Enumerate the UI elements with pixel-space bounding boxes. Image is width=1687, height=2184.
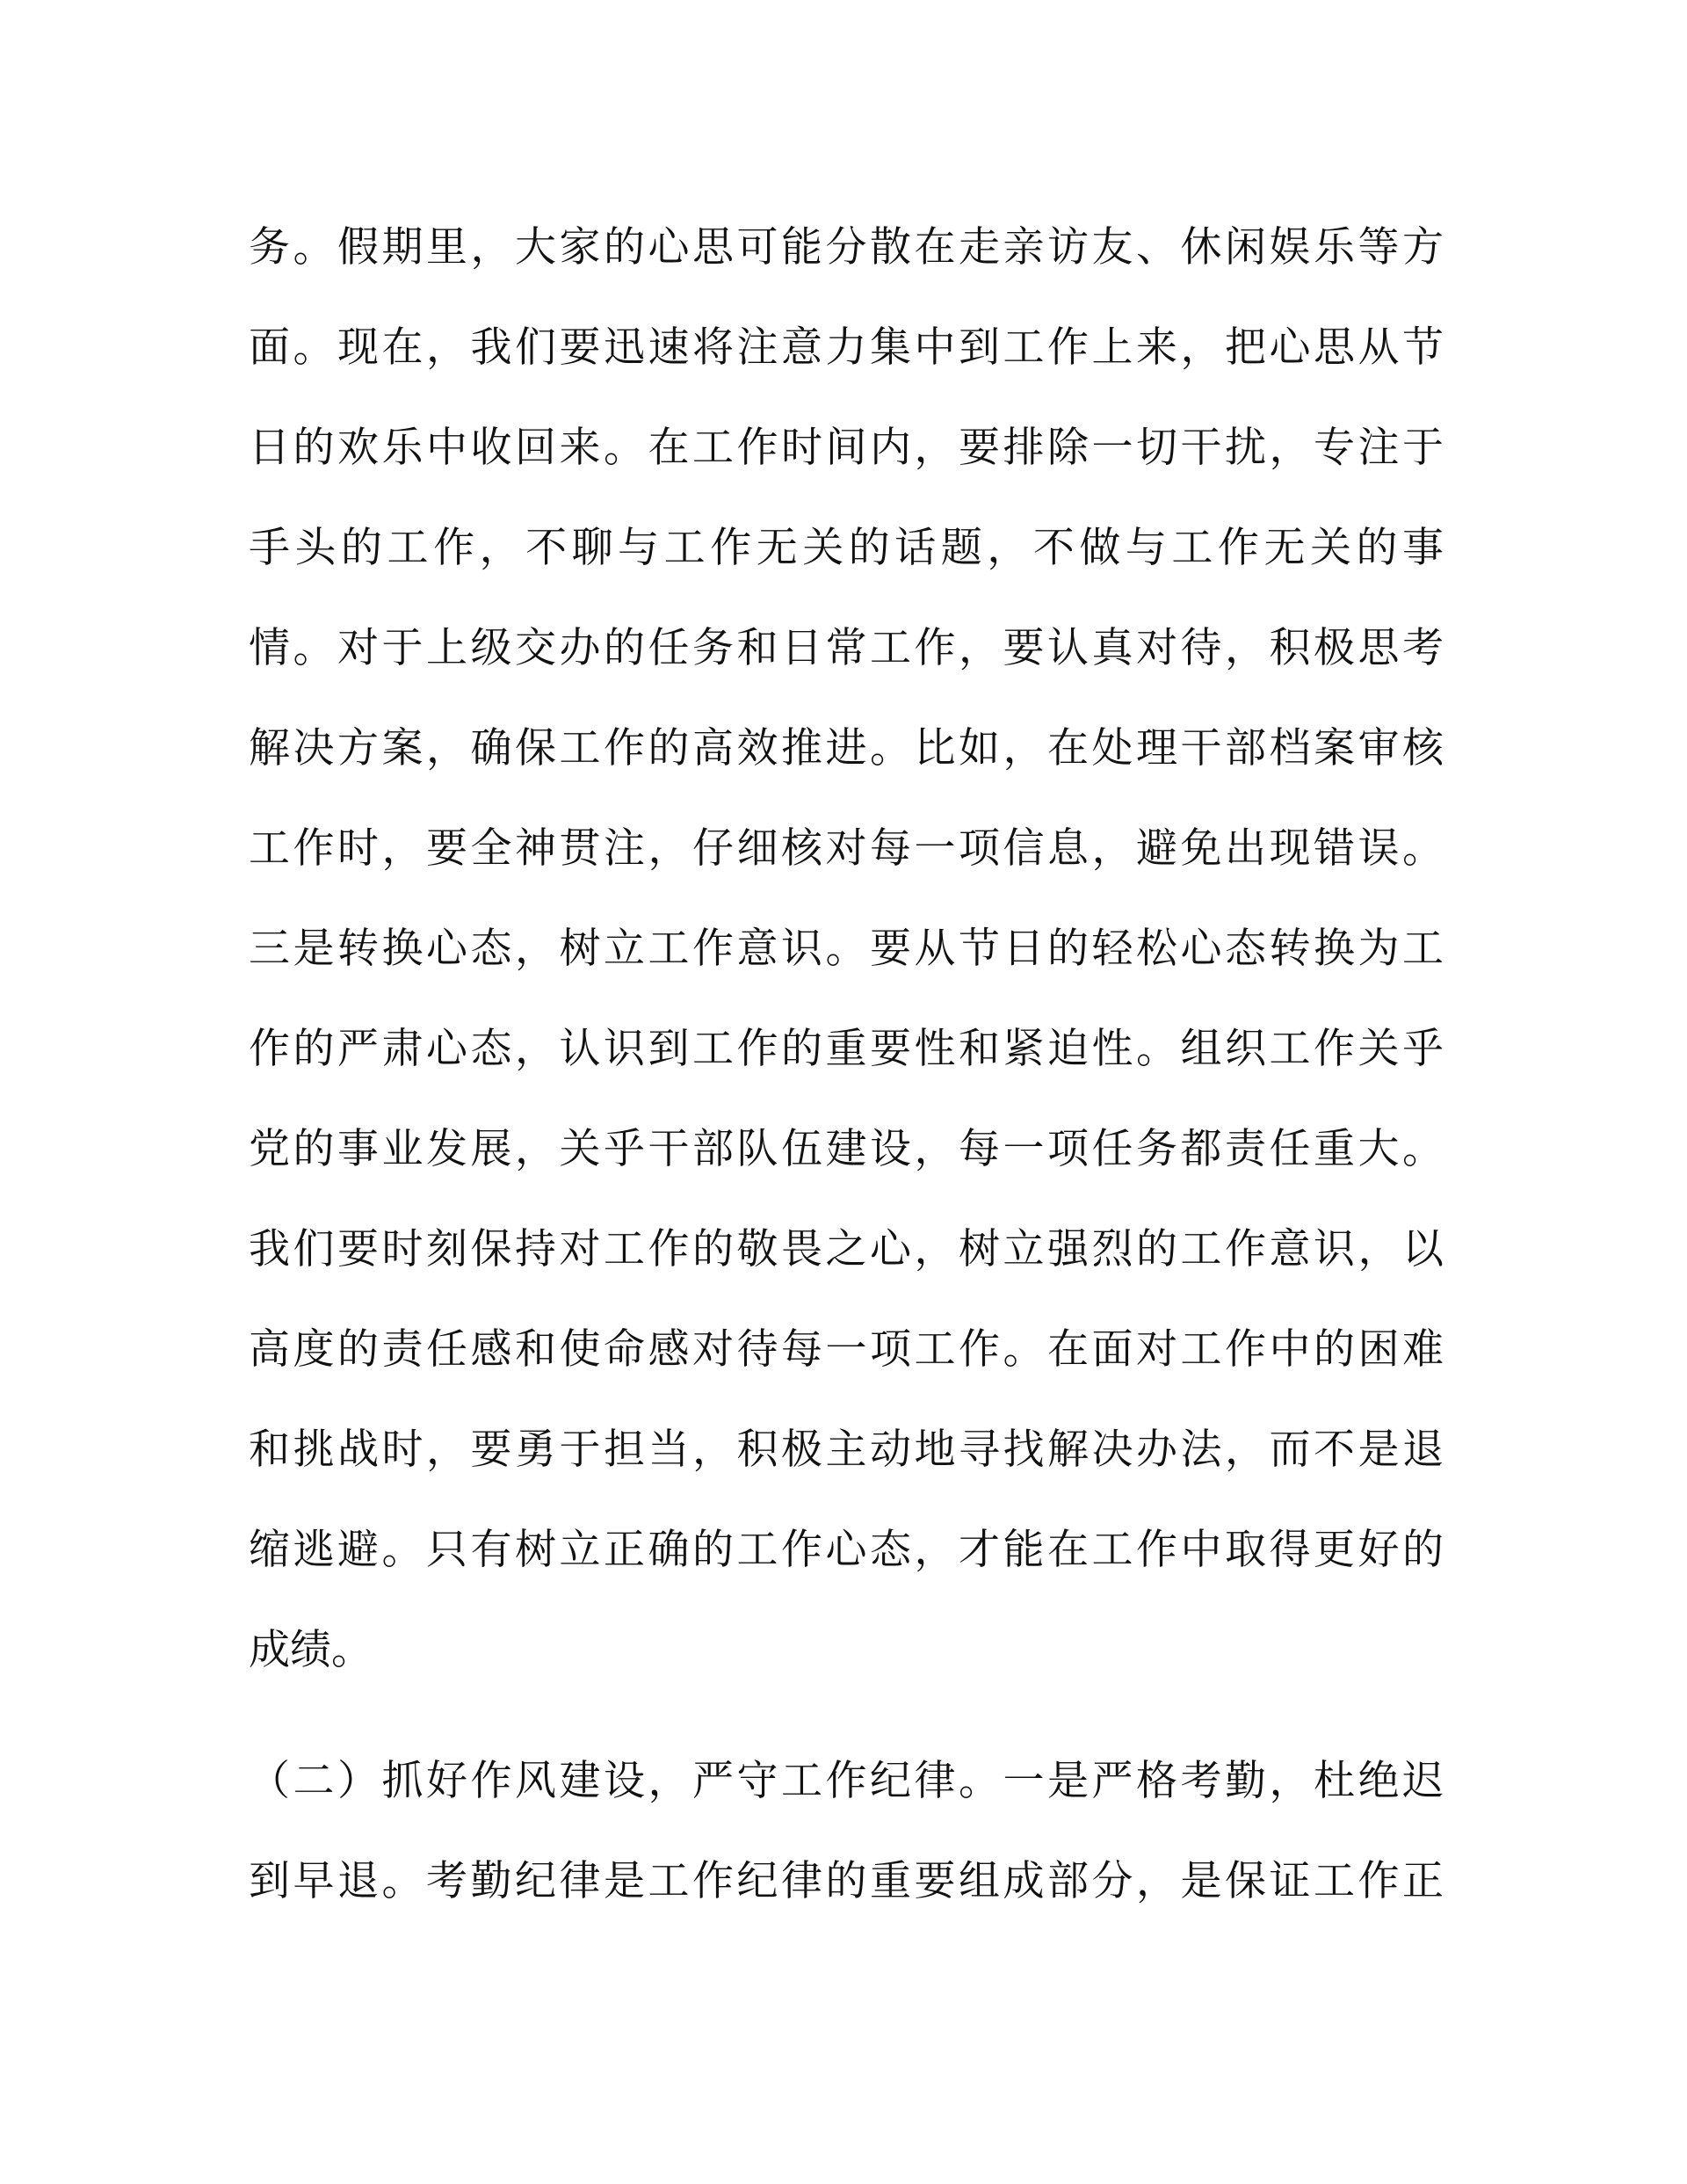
paragraph-1 [249,221,1444,1724]
paragraph-2 [249,1755,1444,1955]
paragraph-gap [249,1724,1444,1755]
text-line: 手头的工作，不聊与工作无关的话题，不做与工作无关的事 [249,524,1444,572]
text-line: 三是转换心态，树立工作意识。要从节日的轻松心态转换为工 [249,925,1444,973]
text-line: 解决方案，确保工作的高效推进。比如，在处理干部档案审核 [249,724,1444,773]
text-line: 高度的责任感和使命感对待每一项工作。在面对工作中的困难 [249,1325,1444,1374]
text-line: 日的欢乐中收回来。在工作时间内，要排除一切干扰，专注于 [249,424,1444,472]
text-line: 党的事业发展，关乎干部队伍建设，每一项任务都责任重大。 [249,1125,1444,1173]
text-line: 我们要时刻保持对工作的敬畏之心，树立强烈的工作意识，以 [249,1225,1444,1273]
text-line: 成绩。 [249,1626,373,1674]
text-line: 工作时，要全神贯注，仔细核对每一项信息，避免出现错误。 [249,824,1444,873]
document-body [249,221,1444,1955]
text-line: 情。对于上级交办的任务和日常工作，要认真对待，积极思考 [249,624,1444,672]
text-line: 缩逃避。只有树立正确的工作心态，才能在工作中取得更好的 [249,1526,1444,1574]
text-line: 作的严肃心态，认识到工作的重要性和紧迫性。组织工作关乎 [249,1025,1444,1073]
text-line: 务。假期里，大家的心思可能分散在走亲访友、休闲娱乐等方 [249,223,1444,272]
text-line: 面。现在，我们要迅速将注意力集中到工作上来，把心思从节 [249,323,1444,372]
text-line: 和挑战时，要勇于担当，积极主动地寻找解决办法，而不是退 [249,1426,1444,1474]
text-line: （二）抓好作风建设，严守工作纪律。一是严格考勤，杜绝迟 [249,1757,1444,1805]
text-line: 到早退。考勤纪律是工作纪律的重要组成部分，是保证工作正 [249,1857,1444,1905]
